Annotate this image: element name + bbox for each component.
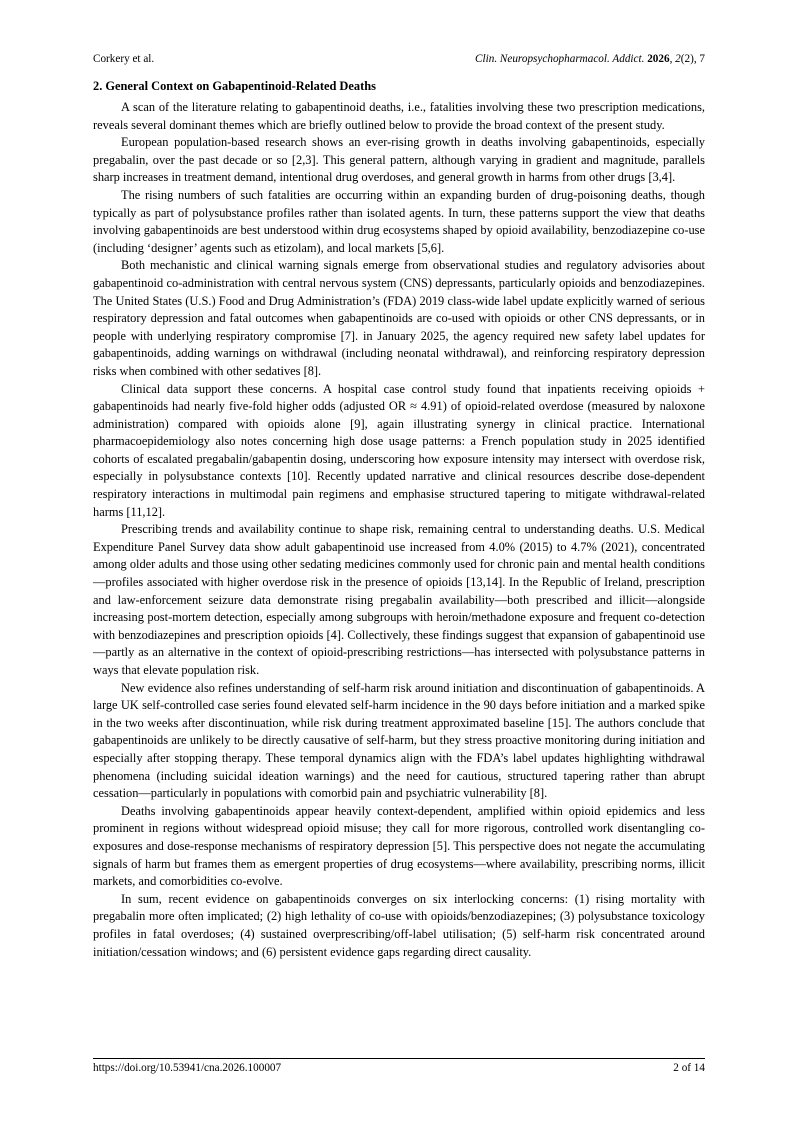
paragraph: Both mechanistic and clinical warning signals emerge from observational studies and regulatory advisories about gabapentinoid co-administration with central nervous system (CNS) depressants, particularly opioids and benzodiazepines. The United States (U.S.) Food and Drug Administration’s (FDA) 2019 class-wide label update explicitly warned of serious respiratory depression and fatal outcomes when gabapentinoids are co-used with opioids or other CNS depressants, or in people with underlying respiratory compromise [7]. in January 2025, the agency required new safety label updates for gabapentinoids, adding warnings on withdrawal (including neonatal withdrawal), and reinforcing respiratory depression risks when combined with other sedatives [8]. (93, 258, 705, 378)
page-number: 2 of 14 (673, 1062, 705, 1074)
paragraph: Prescribing trends and availability continue to shape risk, remaining central to understanding deaths. U.S. Medical Expenditure Panel Survey data show adult gabapentinoid use increased from 4.0% (2015) to 4.7% (2021), concentrated among older adults and those using other sedating medicines commonly used for chronic pain and mental health conditions—profiles associated with higher overdose risk in the presence of opioids [13,14]. In the Republic of Ireland, prescription and law-enforcement seizure data demonstrate rising pregabalin availability—both prescribed and illicit—alongside increasing post-mortem detection, especially among subgroups with heroin/methadone exposure and frequent co-detection with benzodiazepines and prescription opioids [4]. Collectively, these findings suggest that expansion of gabapentinoid use—partly as an alternative in the context of opioid-prescribing restrictions—has intersected with polysubstance patterns in ways that elevate population risk. (93, 522, 705, 677)
section-heading: 2. General Context on Gabapentinoid-Related Deaths (93, 79, 376, 93)
footer-divider (93, 1058, 705, 1059)
paragraph: New evidence also refines understanding of self-harm risk around initiation and discontinuation of gabapentinoids. A large UK self-controlled case series found elevated self-harm incidence in the 90 days before initiation and a marked spike in the two weeks after discontinuation, while risk during treatment approximated baseline [15]. The authors conclude that gabapentinoids are unlikely to be directly causative of self-harm, but they stress proactive monitoring during initiation and especially after stopping therapy. These temporal dynamics align with the FDA’s label updates highlighting withdrawal phenomena (including suicidal ideation warnings) and the need for cautious, structured tapering rather than abrupt cessation—particularly in populations with comorbid pain and psychiatric vulnerability [8]. (93, 680, 705, 801)
header-citation: Clin. Neuropsychopharmacol. Addict. 2026, 2(2), 7 (475, 53, 705, 65)
paragraph: A scan of the literature relating to gabapentinoid deaths, i.e., fatalities involving these two prescription medications, reveals several dominant themes which are briefly outlined below to provide the broad context of the present study. (93, 100, 705, 132)
paragraph: The rising numbers of such fatalities are occurring within an expanding burden of drug-poisoning deaths, though typically as part of polysubstance profiles rather than isolated agents. In turn, these patterns support the view that deaths involving gabapentinoids are best understood within drug ecosystems shaped by opioid availability, benzodiazepine co-use (including ‘designer’ agents such as etizolam), and local markets [5,6]. (93, 187, 705, 255)
header-authors: Corkery et al. (93, 53, 155, 65)
header-journal: Clin. Neuropsychopharmacol. Addict. (475, 53, 645, 65)
section-body (93, 99, 705, 961)
paragraph: European population-based research shows an ever-rising growth in deaths involving gabapentinoids, especially pregabalin, over the past decade or so [2,3]. This general pattern, although varying in gradient and magnitude, parallels sharp increases in treatment demand, intentional drug overdoses, and general growth in harms from other drugs [3,4]. (93, 135, 705, 185)
header-year: 2026 (647, 53, 670, 65)
header-issue: (2) (680, 53, 694, 65)
footer-doi-link[interactable]: https://doi.org/10.53941/cna.2026.100007 (93, 1062, 282, 1074)
paragraph: Deaths involving gabapentinoids appear heavily context-dependent, amplified within opioid epidemics and less prominent in regions without widespread opioid misuse; they call for more rigorous, controlled work disentangling co-exposures and dose-response mechanisms of respiratory depression [5]. This perspective does not negate the accumulating signals of harm but frames them as emergent properties of drug ecosystems—where availability, prescribing norms, illicit markets, and comorbidities co-evolve. (93, 803, 705, 889)
paragraph: Clinical data support these concerns. A hospital case control study found that inpatients receiving opioids + gabapentinoids had nearly five-fold higher odds (adjusted OR ≈ 4.91) of opioid-related overdose (measured by naloxone administration) compared with opioids alone [9], again illustrating synergy in clinical practice. International pharmacoepidemiology also notes concerning high dose usage patterns: a French population study in 2025 identified cohorts of escalated pregabalin/gabapentin dosing, underscoring how exposure intensity may intersect with overdose risk, especially in polysubstance contexts [10]. Recently updated narrative and clinical resources describe dose-dependent respiratory interactions in multimodal pain regimens and emphasise structured tapering to mitigate withdrawal-related harms [11,12]. (93, 381, 705, 519)
header-volume: 2 (675, 53, 681, 65)
document-page (93, 0, 705, 1130)
paragraph: In sum, recent evidence on gabapentinoids converges on six interlocking concerns: (1) rising mortality with pregabalin more often implicated; (2) high lethality of co-use with opioids/benzodiazepines; (3) polysubstance toxicology profiles in fatal overdoses; (4) sustained overprescribing/off-label utilisation; (5) self-harm risk concentrated around initiation/cessation windows; and (6) persistent evidence gaps regarding direct causality. (93, 891, 705, 959)
header-article: , 7 (693, 53, 705, 65)
